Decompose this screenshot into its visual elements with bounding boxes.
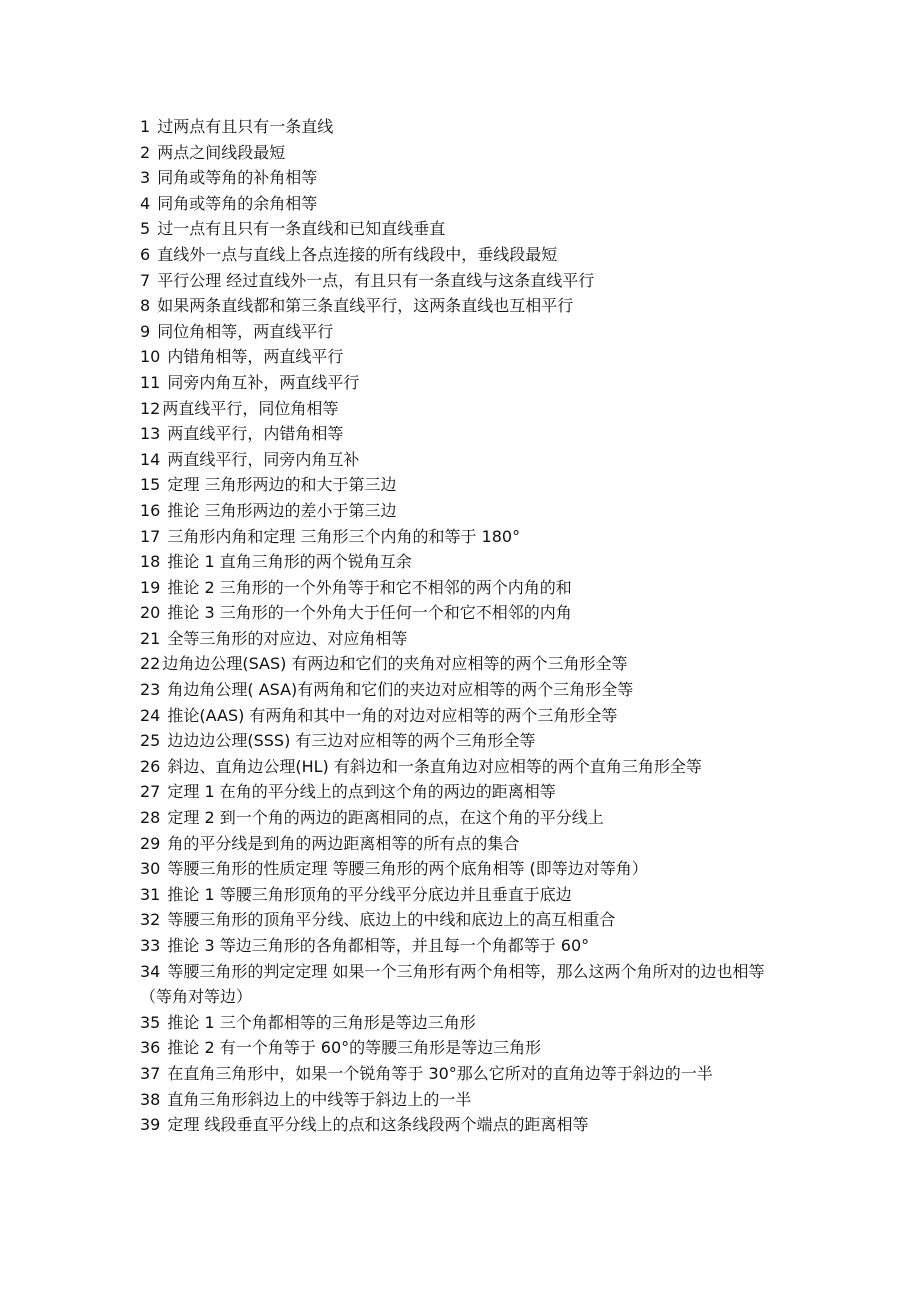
list-item (140, 728, 780, 754)
item-text: 等腰三角形的性质定理 等腰三角形的两个底角相等 (即等边对等角） (167, 859, 648, 879)
list-item (140, 447, 780, 473)
item-text: 同旁内角互补，两直线平行 (167, 372, 360, 392)
item-text: 推论(AAS) 有两角和其中一角的对边对应相等的两个三角形全等 (167, 705, 618, 725)
list-item (140, 1087, 780, 1113)
item-text: 角的平分线是到角的两边距离相等的所有点的集合 (167, 833, 520, 853)
item-text: 两直线平行，同位角相等 (162, 398, 339, 418)
item-number: 32 (140, 910, 161, 930)
item-number: 4 (140, 193, 151, 213)
item-text: 如果两条直线都和第三条直线平行，这两条直线也互相平行 (157, 296, 574, 316)
list-item (140, 651, 780, 677)
item-text: 推论 2 三角形的一个外角等于和它不相邻的两个内角的和 (167, 577, 572, 597)
list-item (140, 1035, 780, 1061)
item-text: 定理 1 在角的平分线上的点到这个角的两边的距离相等 (167, 782, 556, 802)
item-number: 16 (140, 500, 161, 520)
item-text: 定理 三角形两边的和大于第三边 (167, 475, 397, 495)
item-text: 边边边公理(SSS) 有三边对应相等的两个三角形全等 (167, 731, 536, 751)
item-number: 5 (140, 219, 151, 239)
item-text: 边角边公理(SAS) 有两边和它们的夹角对应相等的两个三角形全等 (162, 654, 628, 674)
item-number: 10 (140, 347, 161, 367)
item-number: 37 (140, 1063, 161, 1083)
list-item (140, 805, 780, 831)
list-item (140, 575, 780, 601)
list-item (140, 831, 780, 857)
list-item (140, 165, 780, 191)
item-text: 三角形内角和定理 三角形三个内角的和等于 180° (167, 526, 521, 546)
item-text: 定理 线段垂直平分线上的点和这条线段两个端点的距离相等 (167, 1115, 589, 1135)
item-text: 平行公理 经过直线外一点，有且只有一条直线与这条直线平行 (157, 270, 595, 290)
item-number: 36 (140, 1038, 161, 1058)
item-text: 在直角三角形中，如果一个锐角等于 30°那么它所对的直角边等于斜边的一半 (167, 1063, 713, 1083)
item-number: 31 (140, 884, 161, 904)
list-item (140, 1112, 780, 1138)
list-item (140, 779, 780, 805)
list-item (140, 370, 780, 396)
list-item (140, 600, 780, 626)
item-text: 同角或等角的补角相等 (157, 168, 318, 188)
item-text: 两直线平行，同旁内角互补 (167, 449, 360, 469)
list-item (140, 1061, 780, 1087)
item-number: 30 (140, 859, 161, 879)
list-item (140, 344, 780, 370)
item-text: 定理 2 到一个角的两边的距离相同的点，在这个角的平分线上 (167, 808, 604, 828)
item-number: 21 (140, 628, 161, 648)
theorem-list (140, 114, 780, 1138)
item-number: 24 (140, 705, 161, 725)
item-text: 两点之间线段最短 (157, 142, 286, 162)
item-number: 25 (140, 731, 161, 751)
item-text: 内错角相等，两直线平行 (167, 347, 344, 367)
item-number: 39 (140, 1115, 161, 1135)
list-item (140, 907, 780, 933)
item-number: 29 (140, 833, 161, 853)
item-number: 34 (140, 961, 161, 981)
item-text: 过一点有且只有一条直线和已知直线垂直 (157, 219, 446, 239)
list-item (140, 1010, 780, 1036)
item-number: 19 (140, 577, 161, 597)
item-text: 推论 3 三角形的一个外角大于任何一个和它不相邻的内角 (167, 603, 572, 623)
item-number: 1 (140, 117, 151, 136)
item-text: 同角或等角的余角相等 (157, 193, 318, 213)
item-number: 11 (140, 372, 161, 392)
list-item (140, 293, 780, 319)
list-item (140, 933, 780, 959)
item-number: 6 (140, 244, 151, 264)
list-item (140, 140, 780, 166)
item-number: 14 (140, 449, 161, 469)
item-number: 35 (140, 1012, 161, 1032)
item-text: 同位角相等，两直线平行 (157, 321, 334, 341)
list-item (140, 882, 780, 908)
item-number: 27 (140, 782, 161, 802)
item-text: 推论 2 有一个角等于 60°的等腰三角形是等边三角形 (167, 1038, 542, 1058)
list-item (140, 216, 780, 242)
list-item (140, 114, 780, 140)
list-item (140, 703, 780, 729)
item-number: 13 (140, 424, 161, 444)
item-number: 17 (140, 526, 161, 546)
list-item (140, 524, 780, 550)
item-text: 推论 三角形两边的差小于第三边 (167, 500, 397, 520)
list-item (140, 959, 780, 1010)
list-item (140, 549, 780, 575)
list-item (140, 396, 780, 422)
item-text: 两直线平行，内错角相等 (167, 424, 344, 444)
item-text: 直角三角形斜边上的中线等于斜边上的一半 (167, 1089, 472, 1109)
list-item (140, 242, 780, 268)
item-text: 等腰三角形的顶角平分线、底边上的中线和底边上的高互相重合 (167, 910, 616, 930)
list-item (140, 319, 780, 345)
item-number: 23 (140, 680, 161, 700)
item-text: 推论 1 等腰三角形顶角的平分线平分底边并且垂直于底边 (167, 884, 572, 904)
item-number: 18 (140, 552, 161, 572)
item-number: 22 (140, 654, 161, 674)
item-text: 推论 1 三个角都相等的三角形是等边三角形 (167, 1012, 476, 1032)
item-number: 7 (140, 270, 151, 290)
list-item (140, 856, 780, 882)
item-number: 2 (140, 142, 151, 162)
item-text: 角边角公理( ASA)有两角和它们的夹边对应相等的两个三角形全等 (167, 680, 634, 700)
item-number: 38 (140, 1089, 161, 1109)
list-item (140, 268, 780, 294)
list-item (140, 626, 780, 652)
list-item (140, 191, 780, 217)
item-number: 28 (140, 808, 161, 828)
list-item (140, 421, 780, 447)
list-item (140, 498, 780, 524)
item-text: 等腰三角形的判定定理 如果一个三角形有两个角相等，那么这两个角所对的边也相等（等角对等边） (140, 961, 765, 1007)
item-number: 8 (140, 296, 151, 316)
item-number: 26 (140, 756, 161, 776)
item-number: 3 (140, 168, 151, 188)
item-text: 直线外一点与直线上各点连接的所有线段中，垂线段最短 (157, 244, 558, 264)
item-number: 9 (140, 321, 151, 341)
item-number: 33 (140, 936, 161, 955)
item-text: 推论 1 直角三角形的两个锐角互余 (167, 552, 412, 572)
item-text: 斜边、直角边公理(HL) 有斜边和一条直角边对应相等的两个直角三角形全等 (167, 756, 702, 776)
list-item (140, 472, 780, 498)
item-number: 20 (140, 603, 161, 623)
item-text: 过两点有且只有一条直线 (157, 117, 334, 136)
list-item (140, 754, 780, 780)
item-number: 12 (140, 398, 161, 418)
item-text: 全等三角形的对应边、对应角相等 (167, 628, 408, 648)
item-number: 15 (140, 475, 161, 495)
item-text: 推论 3 等边三角形的各角都相等，并且每一个角都等于 60° (167, 936, 590, 955)
list-item (140, 677, 780, 703)
